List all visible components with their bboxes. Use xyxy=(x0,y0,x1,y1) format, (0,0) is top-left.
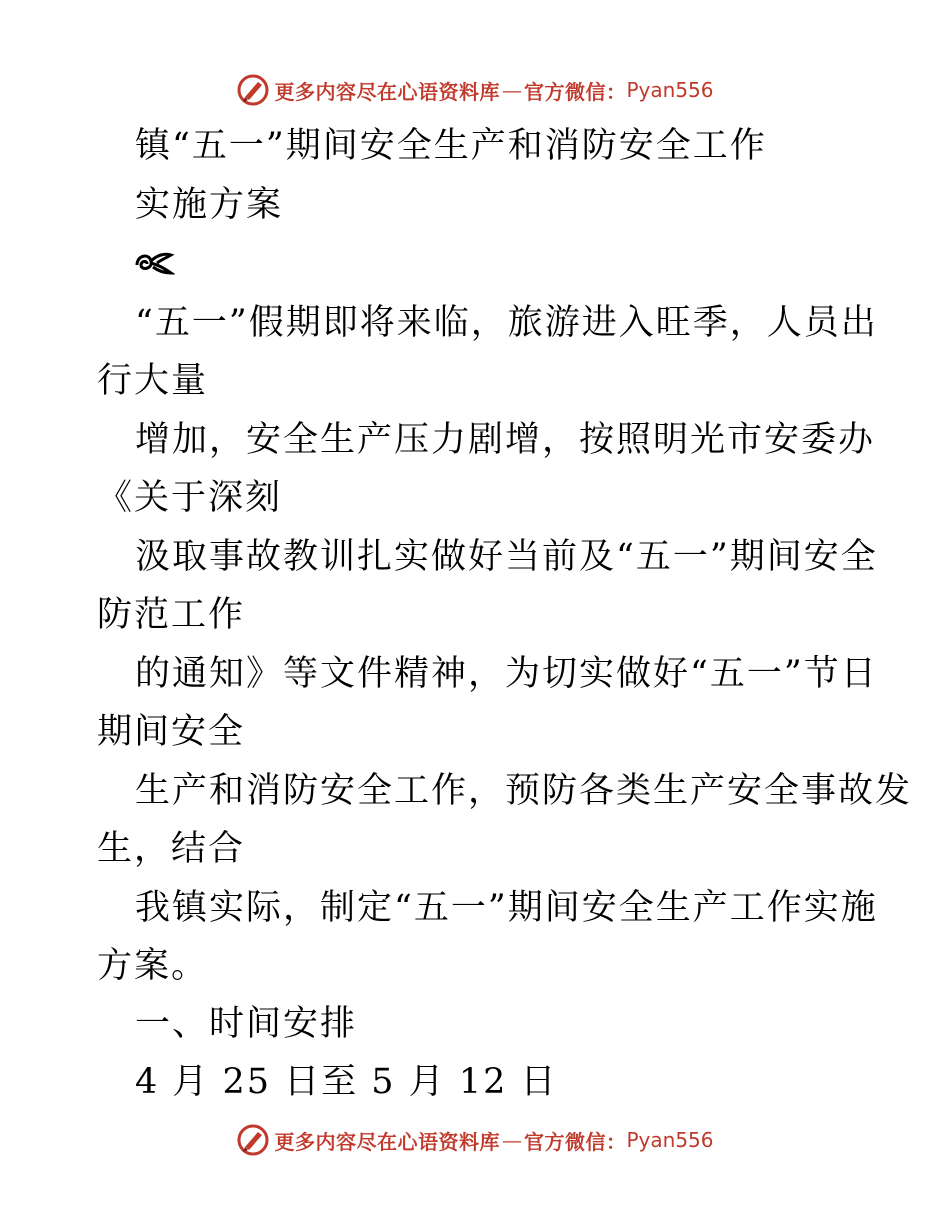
doc-title-line1: 镇“五一”期间安全生产和消防安全工作 xyxy=(135,126,767,166)
banner-wechat-id: Pyan556 xyxy=(626,78,714,102)
banner-wechat-id: Pyan556 xyxy=(626,1128,714,1152)
pen-logo-icon xyxy=(236,1123,270,1157)
banner-site-name: 更多内容尽在心语资料库 xyxy=(274,79,500,104)
body-line: 方案。 xyxy=(97,946,209,986)
body-line: 汲取事故教训扎实做好当前及“五一”期间安全 xyxy=(135,537,878,577)
body-line: 我镇实际，制定“五一”期间安全生产工作实施 xyxy=(135,888,878,928)
banner-wechat-label: 官方微信： xyxy=(523,79,627,104)
doc-title-line2: 实施方案 xyxy=(135,185,284,225)
banner-separator: — xyxy=(501,78,522,102)
body-line: 生，结合 xyxy=(97,829,246,869)
body-line: 的通知》等文件精神，为切实做好“五一”节日 xyxy=(135,654,878,694)
banner-separator: — xyxy=(501,1128,522,1152)
body-line: 期间安全 xyxy=(97,712,246,752)
date-range: 4 月 25 日至 5 月 12 日 xyxy=(135,1062,558,1102)
section-heading: 一、时间安排 xyxy=(135,1004,358,1044)
footer-banner xyxy=(0,1120,950,1160)
body-line: 生产和消防安全工作，预防各类生产安全事故发 xyxy=(135,771,913,811)
body-line: “五一”假期即将来临，旅游进入旺季，人员出 xyxy=(135,303,878,343)
body-line: 增加，安全生产压力剧增，按照明光市安委办 xyxy=(135,420,876,460)
pen-logo-icon xyxy=(236,73,270,107)
fleuron-ornament-icon xyxy=(133,245,175,279)
body-line: 防范工作 xyxy=(97,595,246,635)
header-banner xyxy=(0,70,950,110)
banner-site-name: 更多内容尽在心语资料库 xyxy=(274,1129,500,1154)
banner-wechat-label: 官方微信： xyxy=(523,1129,627,1154)
body-line: 《关于深刻 xyxy=(97,478,283,518)
body-line: 行大量 xyxy=(97,361,209,401)
